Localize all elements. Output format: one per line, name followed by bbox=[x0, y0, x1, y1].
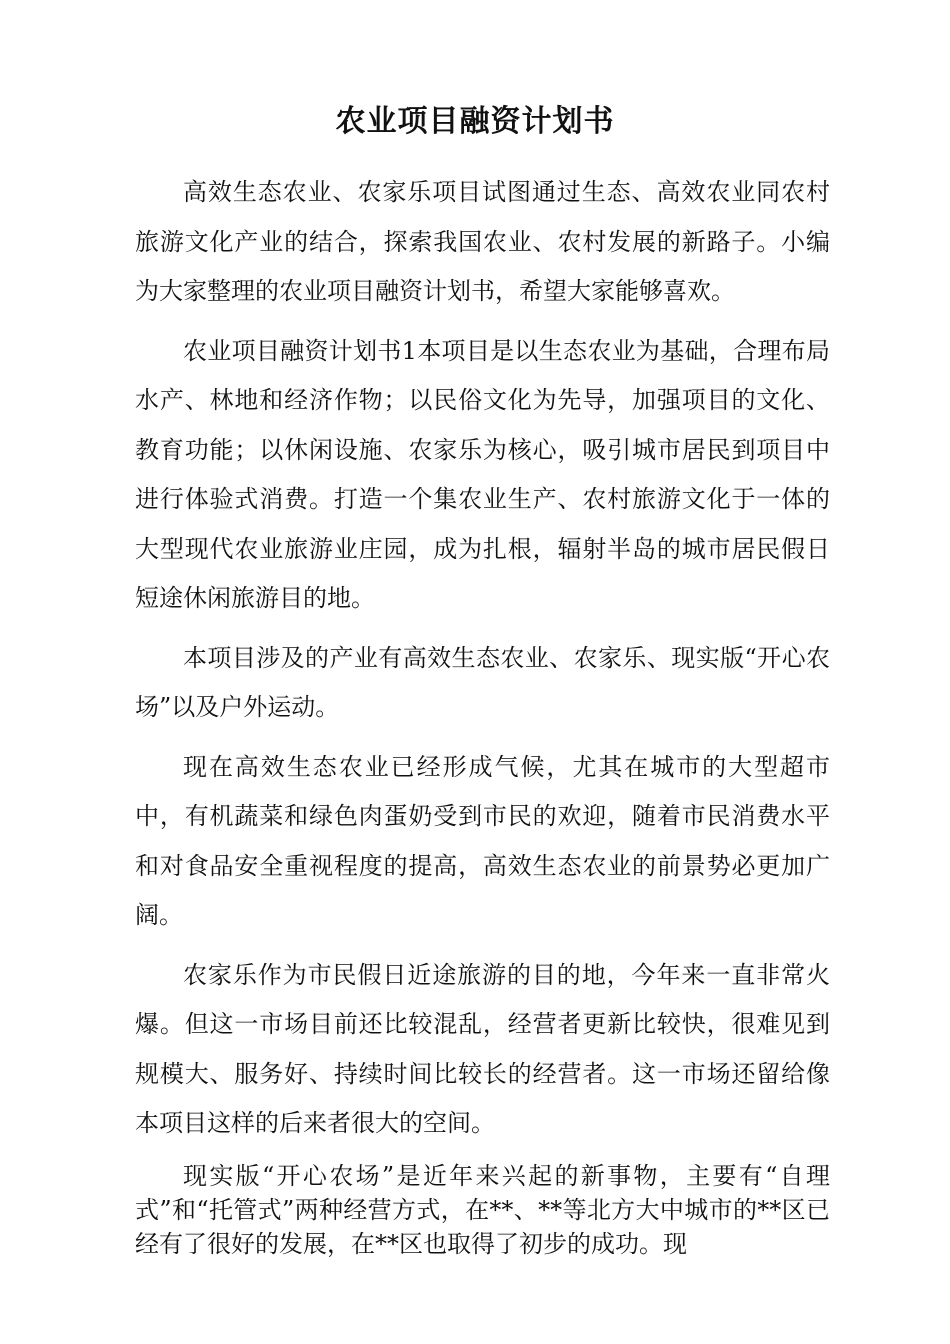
paragraph-intro: 高效生态农业、农家乐项目试图通过生态、高效农业同农村旅游文化产业的结合，探索我国农业、农村发展的新路子。小编为大家整理的农业项目融资计划书，希望大家能够喜欢。 bbox=[135, 178, 830, 305]
paragraph-project-overview: 农业项目融资计划书1本项目是以生态农业为基础，合理布局水产、林地和经济作物；以民俗文化为先导，加强项目的文化、教育功能；以休闲设施、农家乐为核心，吸引城市居民到项目中进行体验式消费。打造一个集农业生产、农村旅游文化于一体的大型现代农业旅游业庄园，成为扎根，辐射半岛的城市居民假日短途休闲旅游目的地。 bbox=[135, 336, 830, 612]
paragraph-happy-farm: 现实版“开心农场”是近年来兴起的新事物，主要有“自理式”和“托管式”两种经营方式，在**、**等北方大中城市的**区已经有了很好的发展，在**区也取得了初步的成功。现 bbox=[135, 1161, 830, 1258]
document-title: 农业项目融资计划书 bbox=[335, 104, 615, 139]
paragraph-farmhouse: 农家乐作为市民假日近途旅游的目的地，今年来一直非常火爆。但这一市场目前还比较混乱，经营者更新比较快，很难见到规模大、服务好、持续时间比较长的经营者。这一市场还留给像本项目这样的后来者很大的空间。 bbox=[135, 960, 830, 1137]
document-body bbox=[135, 168, 830, 1271]
paragraph-eco-agriculture: 现在高效生态农业已经形成气候，尤其在城市的大型超市中，有机蔬菜和绿色肉蛋奶受到市民的欢迎，随着市民消费水平和对食品安全重视程度的提高，高效生态农业的前景势必更加广阔。 bbox=[135, 752, 830, 929]
paragraph-industries: 本项目涉及的产业有高效生态农业、农家乐、现实版“开心农场”以及户外运动。 bbox=[135, 643, 830, 721]
